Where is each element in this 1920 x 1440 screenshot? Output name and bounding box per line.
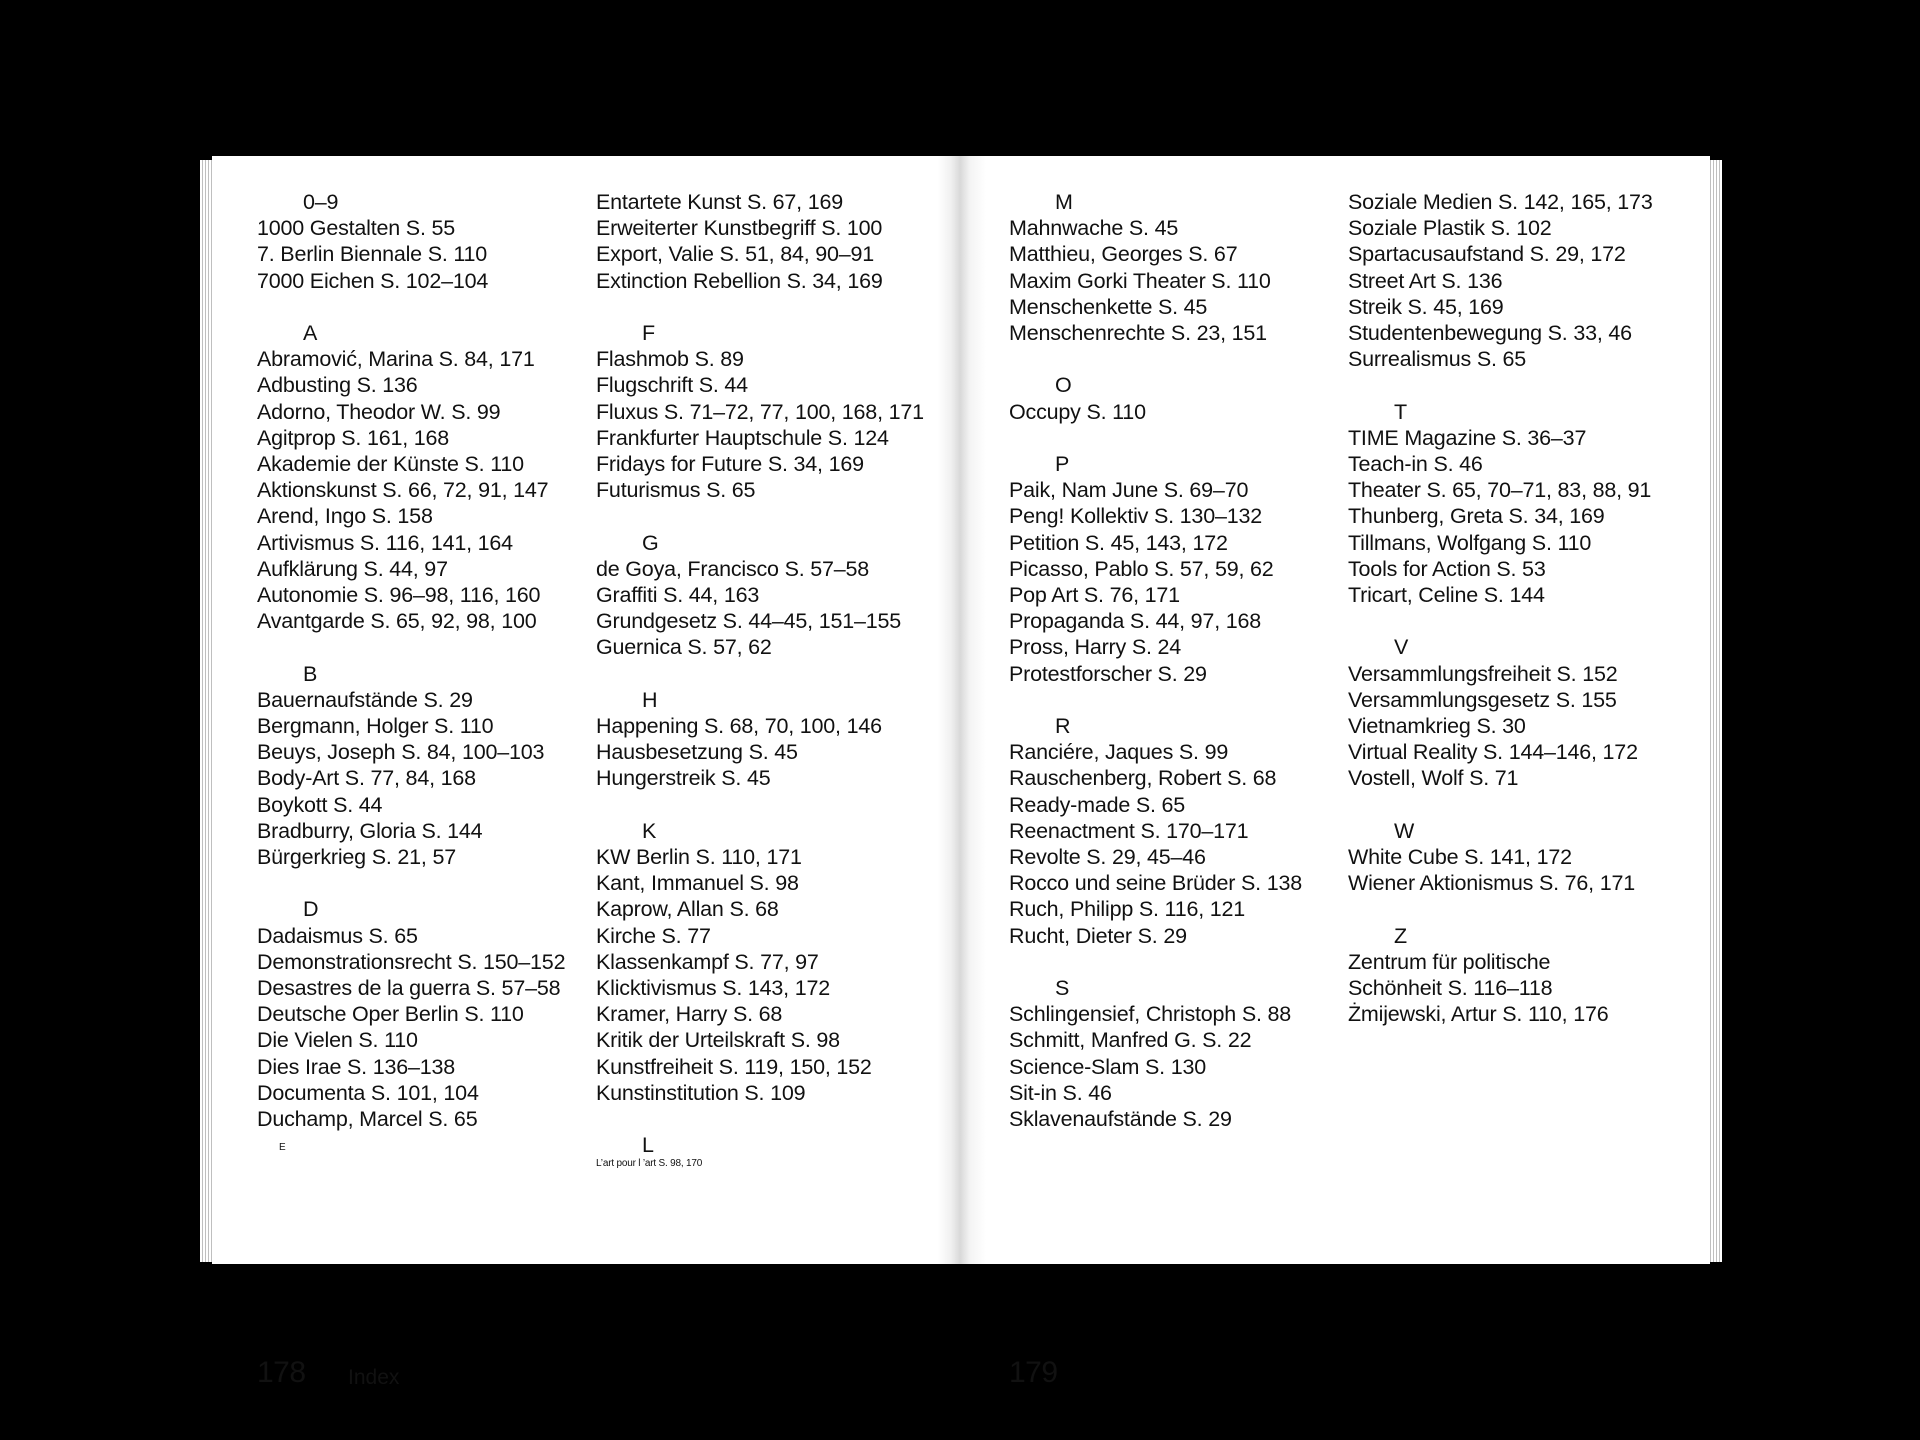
index-entry: Versammlungsfreiheit S. 152 [1348,661,1618,686]
index-entry: Rucht, Dieter S. 29 [1009,923,1187,948]
index-entry: Pop Art S. 76, 171 [1009,583,1180,608]
index-entry: Versammlungsgesetz S. 155 [1348,687,1617,712]
index-entry: Akademie der Künste S. 110 [257,452,524,477]
index-entry: Erweiterter Kunstbegriff S. 100 [596,216,883,241]
index-entry: Aufklärung S. 44, 97 [257,556,448,581]
index-entry: Fridays for Future S. 34, 169 [596,452,864,477]
index-entry: Arend, Ingo S. 158 [257,504,433,529]
page-edges-right [1708,160,1722,1262]
running-head: Index [348,1366,400,1389]
index-entry: Petition S. 45, 143, 172 [1009,530,1228,555]
section-letter: L [642,1133,654,1158]
index-entry: Thunberg, Greta S. 34, 169 [1348,504,1605,529]
index-entry: Ready-made S. 65 [1009,792,1186,817]
index-entry: Documenta S. 101, 104 [257,1080,479,1105]
index-entry: Street Art S. 136 [1348,268,1503,293]
section-letter: V [1394,635,1409,660]
section-letter: T [1394,399,1407,424]
index-entry: Schmitt, Manfred G. S. 22 [1009,1028,1252,1053]
index-entry: Sklavenaufstände S. 29 [1009,1107,1232,1132]
index-entry: Agitprop S. 161, 168 [257,425,450,450]
index-entry: Maxim Gorki Theater S. 110 [1009,268,1271,293]
index-entry: Spartacusaufstand S. 29, 172 [1348,242,1626,267]
index-entry: Kaprow, Allan S. 68 [596,897,779,922]
index-entry: Beuys, Joseph S. 84, 100–103 [257,740,545,765]
index-entry: Ranciére, Jaques S. 99 [1009,740,1229,765]
section-letter: B [303,661,318,686]
index-entry: Żmijewski, Artur S. 110, 176 [1348,1002,1609,1027]
section-letter: A [303,321,318,345]
index-entry: Grundgesetz S. 44–45, 151–155 [596,609,901,634]
index-entry: Sit-in S. 46 [1009,1080,1112,1105]
index-entry: Peng! Kollektiv S. 130–132 [1009,504,1262,529]
index-entry-small: L’art pour l ’art S. 98, 170 [596,1158,703,1170]
index-entry: Soziale Medien S. 142, 165, 173 [1348,190,1653,214]
index-column-right-1 [1009,189,1302,1132]
index-entry: Extinction Rebellion S. 34, 169 [596,268,883,293]
section-letter: M [1055,190,1073,214]
index-entry: Menschenkette S. 45 [1009,294,1208,319]
index-entry: Science-Slam S. 130 [1009,1054,1206,1079]
section-letter: S [1055,976,1070,1001]
index-entry: Picasso, Pablo S. 57, 59, 62 [1009,556,1274,581]
index-entry: Adbusting S. 136 [257,373,418,398]
index-entry: Tricart, Celine S. 144 [1348,583,1545,608]
index-entry: Fluxus S. 71–72, 77, 100, 168, 171 [596,399,924,424]
index-entry: Reenactment S. 170–171 [1009,818,1249,843]
section-letter: R [1055,714,1071,739]
index-entry: Adorno, Theodor W. S. 99 [257,399,501,424]
index-entry: Desastres de la guerra S. 57–58 [257,976,561,1001]
index-entry: Flugschrift S. 44 [596,373,748,398]
index-entry: KW Berlin S. 110, 171 [596,845,802,870]
index-entry: Happening S. 68, 70, 100, 146 [596,714,882,739]
index-column-left-1 [257,189,565,1154]
index-entry: Schönheit S. 116–118 [1348,976,1553,1001]
index-entry: Soziale Plastik S. 102 [1348,216,1552,241]
index-entry: Boykott S. 44 [257,792,383,817]
index-entry: Rocco und seine Brüder S. 138 [1009,871,1302,896]
index-entry: Flashmob S. 89 [596,347,744,372]
index-entry: Hungerstreik S. 45 [596,766,771,791]
section-letter: H [642,687,658,712]
index-entry: Bauernaufstände S. 29 [257,687,473,712]
section-letter: K [642,818,657,843]
index-entry: Rauschenberg, Robert S. 68 [1009,766,1277,791]
index-entry: Bergmann, Holger S. 110 [257,714,494,739]
index-entry: Zentrum für politische [1348,949,1551,974]
index-entry: Dies Irae S. 136–138 [257,1054,455,1079]
index-entry: Hausbesetzung S. 45 [596,740,798,765]
index-entry: Die Vielen S. 110 [257,1028,418,1053]
index-entry: Kramer, Harry S. 68 [596,1002,783,1027]
index-entry: Klicktivismus S. 143, 172 [596,976,830,1001]
index-entry: Avantgarde S. 65, 92, 98, 100 [257,609,537,634]
section-letter: 0–9 [303,190,339,214]
index-entry: Theater S. 65, 70–71, 83, 88, 91 [1348,478,1652,503]
index-entry: Export, Valie S. 51, 84, 90–91 [596,242,875,267]
index-entry: Bradburry, Gloria S. 144 [257,818,483,843]
index-entry: 7. Berlin Biennale S. 110 [257,242,488,267]
index-entry: Pross, Harry S. 24 [1009,635,1182,660]
index-entry: Frankfurter Hauptschule S. 124 [596,425,889,450]
index-column-right-2 [1348,189,1653,1027]
index-entry: Vietnamkrieg S. 30 [1348,714,1526,739]
index-entry: Kirche S. 77 [596,923,711,948]
index-entry: Matthieu, Georges S. 67 [1009,242,1238,267]
index-entry: Tillmans, Wolfgang S. 110 [1348,530,1592,555]
index-entry: Abramović, Marina S. 84, 171 [257,347,535,372]
index-entry: Kunstinstitution S. 109 [596,1080,806,1105]
index-entry: Deutsche Oper Berlin S. 110 [257,1002,524,1027]
section-letter: P [1055,452,1070,476]
page-number-left: 178 [257,1356,306,1389]
index-entry: Entartete Kunst S. 67, 169 [596,190,843,214]
index-entry: Duchamp, Marcel S. 65 [257,1107,478,1132]
index-entry: Mahnwache S. 45 [1009,216,1179,241]
index-entry: TIME Magazine S. 36–37 [1348,425,1587,450]
section-letter: O [1055,373,1072,398]
index-entry: Guernica S. 57, 62 [596,635,772,660]
index-entry: de Goya, Francisco S. 57–58 [596,556,870,581]
index-entry: Virtual Reality S. 144–146, 172 [1348,740,1638,765]
index-entry: Propaganda S. 44, 97, 168 [1009,609,1262,634]
index-entry: Ruch, Philipp S. 116, 121 [1009,897,1246,922]
index-entry: Vostell, Wolf S. 71 [1348,766,1519,791]
index-entry: Bürgerkrieg S. 21, 57 [257,845,456,870]
index-entry: Tools for Action S. 53 [1348,556,1546,581]
index-entry: Paik, Nam June S. 69–70 [1009,478,1249,503]
index-entry: Wiener Aktionismus S. 76, 171 [1348,871,1635,896]
index-entry: Futurismus S. 65 [596,478,756,503]
index-entry: Teach-in S. 46 [1348,452,1483,477]
index-entry: Occupy S. 110 [1009,399,1146,424]
index-entry: Autonomie S. 96–98, 116, 160 [257,583,541,608]
index-entry: 7000 Eichen S. 102–104 [257,268,489,293]
index-entry: Surrealismus S. 65 [1348,347,1527,372]
index-entry: Kant, Immanuel S. 98 [596,871,799,896]
index-entry: Kunstfreiheit S. 119, 150, 152 [596,1054,872,1079]
section-letter: F [642,321,655,345]
index-entry: Artivismus S. 116, 141, 164 [257,530,513,555]
index-entry: Klassenkampf S. 77, 97 [596,949,819,974]
index-entry: Graffiti S. 44, 163 [596,583,760,608]
section-letter: Z [1394,923,1407,948]
index-entry: Studentenbewegung S. 33, 46 [1348,321,1632,346]
index-entry: Revolte S. 29, 45–46 [1009,845,1206,870]
index-entry: Schlingensief, Christoph S. 88 [1009,1002,1292,1027]
section-letter: W [1394,818,1415,843]
index-entry: Dadaismus S. 65 [257,923,418,948]
index-entry: 1000 Gestalten S. 55 [257,216,456,241]
index-entry: Body-Art S. 77, 84, 168 [257,766,476,791]
page-number-right: 179 [1009,1356,1058,1389]
index-entry: Protestforscher S. 29 [1009,661,1207,686]
index-entry: White Cube S. 141, 172 [1348,845,1572,870]
index-entry: Menschenrechte S. 23, 151 [1009,321,1267,346]
index-column-left-2 [596,189,924,1170]
index-entry: Kritik der Urteilskraft S. 98 [596,1028,840,1053]
index-entry: Aktionskunst S. 66, 72, 91, 147 [257,478,549,503]
section-letter-small: E [279,1142,286,1154]
index-entry: Demonstrationsrecht S. 150–152 [257,949,566,974]
section-letter: G [642,530,659,555]
section-letter: D [303,897,319,922]
index-entry: Streik S. 45, 169 [1348,294,1504,319]
